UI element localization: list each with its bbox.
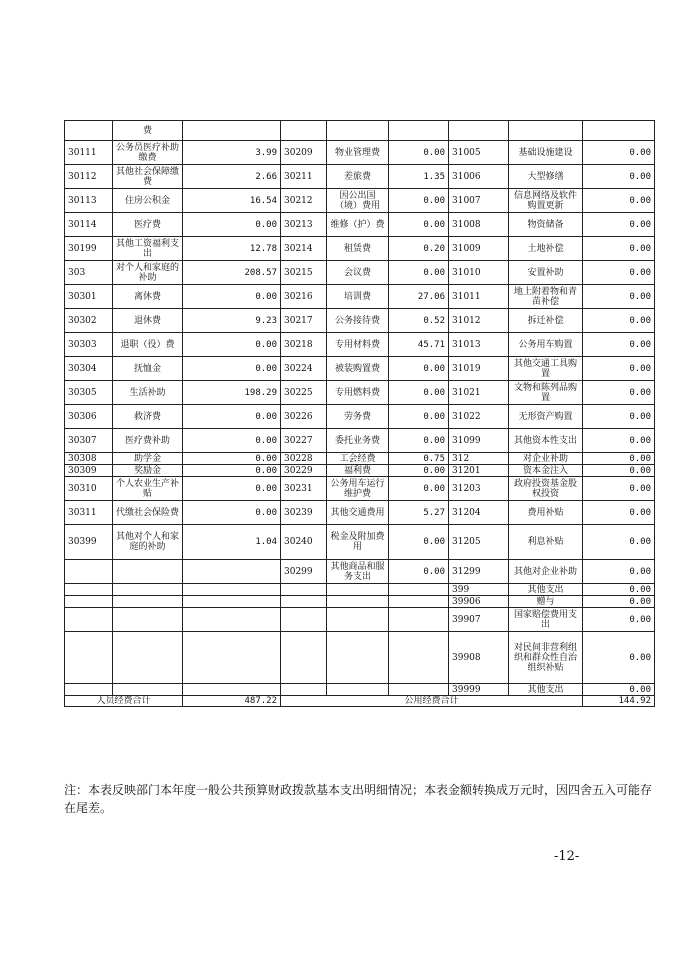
code-cell: 30112 bbox=[65, 165, 113, 189]
name-cell bbox=[327, 608, 389, 632]
code-cell: 30228 bbox=[281, 453, 327, 465]
amount-cell: 0.00 bbox=[583, 165, 655, 189]
amount-cell: 0.00 bbox=[583, 525, 655, 560]
amount-cell: 0.00 bbox=[183, 477, 281, 501]
amount-cell bbox=[183, 632, 281, 684]
code-cell: 30301 bbox=[65, 285, 113, 309]
code-cell: 31007 bbox=[449, 189, 509, 213]
table-row bbox=[65, 213, 655, 237]
amount-cell: 0.00 bbox=[583, 684, 655, 696]
amount-cell: 0.00 bbox=[583, 141, 655, 165]
amount-cell: 0.00 bbox=[389, 525, 449, 560]
code-cell: 30199 bbox=[65, 237, 113, 261]
name-cell: 费用补贴 bbox=[509, 501, 583, 525]
name-cell: 政府投资基金股权投资 bbox=[509, 477, 583, 501]
amount-cell: 0.00 bbox=[583, 560, 655, 584]
name-cell: 国家赔偿费用支出 bbox=[509, 608, 583, 632]
code-cell: 30304 bbox=[65, 357, 113, 381]
name-cell: 医疗费补助 bbox=[113, 429, 183, 453]
name-cell: 救济费 bbox=[113, 405, 183, 429]
name-cell: 其他资本性支出 bbox=[509, 429, 583, 453]
name-cell: 公务接待费 bbox=[327, 309, 389, 333]
code-cell: 39999 bbox=[449, 684, 509, 696]
amount-cell: 0.00 bbox=[583, 309, 655, 333]
code-cell bbox=[281, 632, 327, 684]
amount-cell: 0.00 bbox=[389, 381, 449, 405]
amount-cell: 0.00 bbox=[583, 632, 655, 684]
code-cell bbox=[65, 632, 113, 684]
amount-cell bbox=[183, 608, 281, 632]
amount-cell bbox=[389, 632, 449, 684]
table-row bbox=[65, 684, 655, 696]
code-cell bbox=[449, 121, 509, 141]
name-cell: 公务员医疗补助缴费 bbox=[113, 141, 183, 165]
amount-cell: 0.20 bbox=[389, 237, 449, 261]
name-cell: 退职（役）费 bbox=[113, 333, 183, 357]
code-cell: 30306 bbox=[65, 405, 113, 429]
name-cell: 因公出国（境）费用 bbox=[327, 189, 389, 213]
code-cell: 31011 bbox=[449, 285, 509, 309]
name-cell: 医疗费 bbox=[113, 213, 183, 237]
code-cell: 399 bbox=[449, 584, 509, 596]
table-row bbox=[65, 309, 655, 333]
personnel-total-label: 人员经费合计 bbox=[65, 696, 183, 707]
amount-cell: 0.00 bbox=[583, 357, 655, 381]
code-cell: 30231 bbox=[281, 477, 327, 501]
name-cell: 利息补贴 bbox=[509, 525, 583, 560]
name-cell bbox=[113, 632, 183, 684]
name-cell: 委托业务费 bbox=[327, 429, 389, 453]
name-cell: 土地补偿 bbox=[509, 237, 583, 261]
amount-cell: 0.75 bbox=[389, 453, 449, 465]
code-cell: 31205 bbox=[449, 525, 509, 560]
amount-cell: 0.00 bbox=[183, 357, 281, 381]
name-cell bbox=[509, 121, 583, 141]
name-cell bbox=[327, 684, 389, 696]
public-total-value: 144.92 bbox=[583, 696, 655, 707]
table-body bbox=[65, 121, 655, 696]
name-cell: 对个人和家庭的补助 bbox=[113, 261, 183, 285]
code-cell: 30212 bbox=[281, 189, 327, 213]
name-cell: 文物和陈列品购置 bbox=[509, 381, 583, 405]
amount-cell: 0.00 bbox=[583, 381, 655, 405]
code-cell bbox=[65, 584, 113, 596]
name-cell: 代缴社会保险费 bbox=[113, 501, 183, 525]
code-cell: 30215 bbox=[281, 261, 327, 285]
amount-cell bbox=[183, 596, 281, 608]
code-cell bbox=[65, 596, 113, 608]
amount-cell: 0.00 bbox=[583, 608, 655, 632]
amount-cell: 0.00 bbox=[183, 465, 281, 477]
code-cell bbox=[65, 684, 113, 696]
amount-cell: 0.00 bbox=[183, 213, 281, 237]
amount-cell bbox=[389, 584, 449, 596]
code-cell: 30399 bbox=[65, 525, 113, 560]
amount-cell: 9.23 bbox=[183, 309, 281, 333]
code-cell: 31022 bbox=[449, 405, 509, 429]
amount-cell: 45.71 bbox=[389, 333, 449, 357]
amount-cell: 2.66 bbox=[183, 165, 281, 189]
code-cell: 30213 bbox=[281, 213, 327, 237]
code-cell: 30302 bbox=[65, 309, 113, 333]
amount-cell bbox=[583, 121, 655, 141]
amount-cell: 5.27 bbox=[389, 501, 449, 525]
code-cell: 31008 bbox=[449, 213, 509, 237]
code-cell: 39907 bbox=[449, 608, 509, 632]
name-cell: 个人农业生产补贴 bbox=[113, 477, 183, 501]
name-cell: 生活补助 bbox=[113, 381, 183, 405]
amount-cell: 0.00 bbox=[583, 237, 655, 261]
amount-cell: 0.00 bbox=[583, 405, 655, 429]
totals-row bbox=[65, 696, 655, 707]
code-cell: 31009 bbox=[449, 237, 509, 261]
name-cell: 对民间非营利组织和群众性自治组织补贴 bbox=[509, 632, 583, 684]
table-row bbox=[65, 165, 655, 189]
code-cell: 31005 bbox=[449, 141, 509, 165]
amount-cell: 0.00 bbox=[183, 333, 281, 357]
code-cell: 30227 bbox=[281, 429, 327, 453]
name-cell: 奖励金 bbox=[113, 465, 183, 477]
amount-cell: 0.00 bbox=[583, 465, 655, 477]
name-cell bbox=[327, 584, 389, 596]
amount-cell: 0.00 bbox=[389, 213, 449, 237]
name-cell: 住房公积金 bbox=[113, 189, 183, 213]
name-cell bbox=[113, 596, 183, 608]
name-cell bbox=[327, 121, 389, 141]
name-cell bbox=[113, 584, 183, 596]
name-cell: 赠与 bbox=[509, 596, 583, 608]
code-cell: 30113 bbox=[65, 189, 113, 213]
name-cell bbox=[113, 560, 183, 584]
code-cell: 31019 bbox=[449, 357, 509, 381]
amount-cell bbox=[389, 121, 449, 141]
code-cell: 30305 bbox=[65, 381, 113, 405]
amount-cell: 0.00 bbox=[583, 453, 655, 465]
table-row bbox=[65, 121, 655, 141]
amount-cell: 0.00 bbox=[389, 141, 449, 165]
name-cell: 培训费 bbox=[327, 285, 389, 309]
name-cell: 其他支出 bbox=[509, 684, 583, 696]
name-cell: 其他对企业补助 bbox=[509, 560, 583, 584]
code-cell: 39906 bbox=[449, 596, 509, 608]
code-cell: 30114 bbox=[65, 213, 113, 237]
name-cell: 无形资产购置 bbox=[509, 405, 583, 429]
amount-cell: 0.00 bbox=[389, 357, 449, 381]
table-row bbox=[65, 381, 655, 405]
amount-cell bbox=[183, 121, 281, 141]
name-cell bbox=[327, 632, 389, 684]
code-cell: 30311 bbox=[65, 501, 113, 525]
amount-cell: 12.78 bbox=[183, 237, 281, 261]
name-cell: 差旅费 bbox=[327, 165, 389, 189]
code-cell: 30218 bbox=[281, 333, 327, 357]
code-cell: 30239 bbox=[281, 501, 327, 525]
amount-cell: 0.00 bbox=[583, 501, 655, 525]
name-cell: 税金及附加费用 bbox=[327, 525, 389, 560]
budget-detail-table bbox=[64, 120, 655, 707]
amount-cell: 0.00 bbox=[583, 596, 655, 608]
code-cell: 30214 bbox=[281, 237, 327, 261]
code-cell: 30224 bbox=[281, 357, 327, 381]
table-footnote: 注：本表反映部门本年度一般公共预算财政拨款基本支出明细情况；本表金额转换成万元时，因四舍五入可能存在尾差。 bbox=[64, 783, 653, 815]
name-cell: 安置补助 bbox=[509, 261, 583, 285]
name-cell: 退休费 bbox=[113, 309, 183, 333]
code-cell bbox=[281, 121, 327, 141]
amount-cell: 3.99 bbox=[183, 141, 281, 165]
name-cell bbox=[113, 684, 183, 696]
code-cell: 30307 bbox=[65, 429, 113, 453]
code-cell: 30217 bbox=[281, 309, 327, 333]
name-cell: 劳务费 bbox=[327, 405, 389, 429]
code-cell bbox=[281, 584, 327, 596]
code-cell: 30209 bbox=[281, 141, 327, 165]
amount-cell: 0.00 bbox=[183, 285, 281, 309]
amount-cell: 0.00 bbox=[183, 453, 281, 465]
amount-cell bbox=[183, 560, 281, 584]
amount-cell: 208.57 bbox=[183, 261, 281, 285]
amount-cell: 1.04 bbox=[183, 525, 281, 560]
name-cell: 福利费 bbox=[327, 465, 389, 477]
code-cell: 31006 bbox=[449, 165, 509, 189]
name-cell: 物资储备 bbox=[509, 213, 583, 237]
table-row bbox=[65, 333, 655, 357]
code-cell: 30240 bbox=[281, 525, 327, 560]
name-cell: 工会经费 bbox=[327, 453, 389, 465]
amount-cell: 0.00 bbox=[583, 261, 655, 285]
public-total-label: 公用经费合计 bbox=[281, 696, 583, 707]
amount-cell: 0.00 bbox=[583, 333, 655, 357]
code-cell bbox=[65, 560, 113, 584]
amount-cell: 0.00 bbox=[583, 189, 655, 213]
amount-cell: 0.00 bbox=[389, 261, 449, 285]
amount-cell: 0.00 bbox=[583, 584, 655, 596]
name-cell: 费 bbox=[113, 121, 183, 141]
name-cell: 基础设施建设 bbox=[509, 141, 583, 165]
code-cell bbox=[281, 596, 327, 608]
name-cell: 离休费 bbox=[113, 285, 183, 309]
code-cell: 31013 bbox=[449, 333, 509, 357]
name-cell: 租赁费 bbox=[327, 237, 389, 261]
table-row bbox=[65, 141, 655, 165]
table-row bbox=[65, 285, 655, 309]
name-cell: 拆迁补偿 bbox=[509, 309, 583, 333]
table-row bbox=[65, 477, 655, 501]
name-cell: 其他交通费用 bbox=[327, 501, 389, 525]
name-cell: 物业管理费 bbox=[327, 141, 389, 165]
name-cell: 地上附着物和青苗补偿 bbox=[509, 285, 583, 309]
amount-cell bbox=[183, 684, 281, 696]
table-row bbox=[65, 501, 655, 525]
table-row bbox=[65, 189, 655, 213]
amount-cell: 0.00 bbox=[389, 560, 449, 584]
name-cell: 对企业补助 bbox=[509, 453, 583, 465]
code-cell: 31099 bbox=[449, 429, 509, 453]
name-cell: 资本金注入 bbox=[509, 465, 583, 477]
table-row bbox=[65, 357, 655, 381]
name-cell: 其他交通工具购置 bbox=[509, 357, 583, 381]
amount-cell bbox=[389, 596, 449, 608]
name-cell: 其他商品和服务支出 bbox=[327, 560, 389, 584]
code-cell: 31010 bbox=[449, 261, 509, 285]
amount-cell: 0.00 bbox=[183, 429, 281, 453]
code-cell: 30111 bbox=[65, 141, 113, 165]
amount-cell: 16.54 bbox=[183, 189, 281, 213]
code-cell bbox=[281, 608, 327, 632]
code-cell: 30299 bbox=[281, 560, 327, 584]
code-cell bbox=[65, 608, 113, 632]
amount-cell: 198.29 bbox=[183, 381, 281, 405]
code-cell: 31012 bbox=[449, 309, 509, 333]
name-cell: 被装购置费 bbox=[327, 357, 389, 381]
table-row bbox=[65, 429, 655, 453]
personnel-total-value: 487.22 bbox=[183, 696, 281, 707]
code-cell: 39908 bbox=[449, 632, 509, 684]
name-cell: 其他对个人和家庭的补助 bbox=[113, 525, 183, 560]
code-cell: 31299 bbox=[449, 560, 509, 584]
table-row bbox=[65, 525, 655, 560]
amount-cell: 0.00 bbox=[183, 405, 281, 429]
name-cell bbox=[327, 596, 389, 608]
amount-cell: 1.35 bbox=[389, 165, 449, 189]
amount-cell: 27.06 bbox=[389, 285, 449, 309]
code-cell bbox=[281, 684, 327, 696]
table-row bbox=[65, 261, 655, 285]
code-cell: 312 bbox=[449, 453, 509, 465]
amount-cell bbox=[183, 584, 281, 596]
name-cell bbox=[113, 608, 183, 632]
amount-cell: 0.52 bbox=[389, 309, 449, 333]
page-number: -12- bbox=[554, 849, 580, 864]
code-cell: 31021 bbox=[449, 381, 509, 405]
code-cell bbox=[65, 121, 113, 141]
name-cell: 信息网络及软件购置更新 bbox=[509, 189, 583, 213]
name-cell: 维修（护）费 bbox=[327, 213, 389, 237]
code-cell: 30211 bbox=[281, 165, 327, 189]
code-cell: 30309 bbox=[65, 465, 113, 477]
table-row bbox=[65, 237, 655, 261]
amount-cell bbox=[389, 608, 449, 632]
code-cell: 30216 bbox=[281, 285, 327, 309]
table-row bbox=[65, 596, 655, 608]
name-cell: 其他社会保障缴费 bbox=[113, 165, 183, 189]
code-cell: 30303 bbox=[65, 333, 113, 357]
amount-cell: 0.00 bbox=[389, 429, 449, 453]
amount-cell: 0.00 bbox=[389, 405, 449, 429]
amount-cell: 0.00 bbox=[583, 477, 655, 501]
table-row bbox=[65, 608, 655, 632]
name-cell: 大型修缮 bbox=[509, 165, 583, 189]
code-cell: 31203 bbox=[449, 477, 509, 501]
code-cell: 30310 bbox=[65, 477, 113, 501]
amount-cell: 0.00 bbox=[389, 465, 449, 477]
name-cell: 专用燃料费 bbox=[327, 381, 389, 405]
code-cell: 30226 bbox=[281, 405, 327, 429]
table-row bbox=[65, 560, 655, 584]
code-cell: 303 bbox=[65, 261, 113, 285]
code-cell: 31204 bbox=[449, 501, 509, 525]
amount-cell: 0.00 bbox=[389, 477, 449, 501]
table-row bbox=[65, 453, 655, 465]
code-cell: 30229 bbox=[281, 465, 327, 477]
amount-cell bbox=[389, 684, 449, 696]
table-row bbox=[65, 465, 655, 477]
name-cell: 会议费 bbox=[327, 261, 389, 285]
name-cell: 公务用车运行维护费 bbox=[327, 477, 389, 501]
table-row bbox=[65, 584, 655, 596]
amount-cell: 0.00 bbox=[583, 213, 655, 237]
code-cell: 31201 bbox=[449, 465, 509, 477]
name-cell: 助学金 bbox=[113, 453, 183, 465]
amount-cell: 0.00 bbox=[583, 285, 655, 309]
name-cell: 其他支出 bbox=[509, 584, 583, 596]
table-row bbox=[65, 632, 655, 684]
table-row bbox=[65, 405, 655, 429]
code-cell: 30308 bbox=[65, 453, 113, 465]
code-cell: 30225 bbox=[281, 381, 327, 405]
amount-cell: 0.00 bbox=[183, 501, 281, 525]
name-cell: 抚恤金 bbox=[113, 357, 183, 381]
amount-cell: 0.00 bbox=[389, 189, 449, 213]
amount-cell: 0.00 bbox=[583, 429, 655, 453]
name-cell: 专用材料费 bbox=[327, 333, 389, 357]
name-cell: 其他工资福利支出 bbox=[113, 237, 183, 261]
name-cell: 公务用车购置 bbox=[509, 333, 583, 357]
